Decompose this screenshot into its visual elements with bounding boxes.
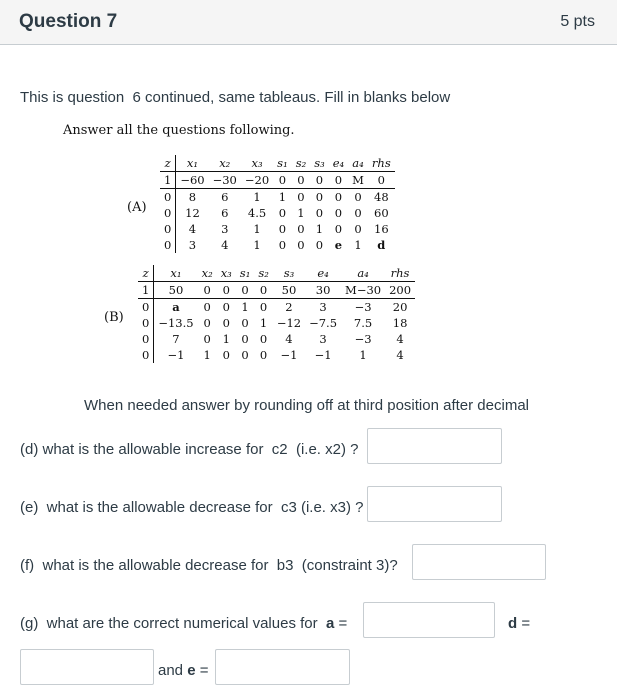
- tableau-header-cell: z: [160, 155, 176, 172]
- tableau-cell: 1: [359, 348, 367, 362]
- intro-text: This is question 6 continued, same tableaus. Fill in blanks below: [20, 89, 451, 106]
- tableau-cell: 0: [310, 172, 329, 189]
- tableau-cell: 0: [334, 222, 343, 236]
- tableau-cell: 0: [315, 238, 324, 252]
- tableau-header-row: [138, 265, 415, 282]
- tableau-cell: 18: [392, 316, 408, 330]
- tableau-cell: 0: [222, 316, 230, 330]
- tableau-cell: 0: [138, 347, 154, 363]
- tableau-cell: 1: [253, 190, 261, 204]
- tableau-cell: 2: [285, 300, 293, 314]
- tableau-cell: 0: [138, 315, 154, 331]
- tableau-cell: 0: [203, 300, 211, 314]
- answer-f-input[interactable]: [412, 544, 546, 580]
- tableau-header-cell: rhs: [385, 265, 415, 282]
- tableau-b-label: (B): [104, 310, 124, 325]
- tableau-cell: 0: [138, 299, 154, 316]
- tableau-header-cell: z: [138, 265, 154, 282]
- tableau-cell: 0: [278, 206, 287, 220]
- tableau-cell: 3: [188, 238, 197, 252]
- tableau-cell: 50: [273, 282, 305, 299]
- answer-e-input[interactable]: [367, 486, 502, 522]
- tableau-cell: 1: [259, 316, 268, 330]
- tableau-cell: 8: [188, 190, 197, 204]
- rounding-note: When needed answer by rounding off at third position after decimal: [84, 397, 529, 414]
- tableau-cell: e: [334, 238, 343, 252]
- tableau-row: [138, 282, 415, 299]
- tableau-header-cell: x₁: [176, 155, 209, 172]
- tableau-cell: 3: [221, 222, 229, 236]
- tableau-row: [138, 299, 415, 316]
- tableau-cell: 0: [138, 331, 154, 347]
- tableau-cell: 1: [203, 348, 211, 362]
- tableau-cell: 12: [185, 206, 200, 220]
- tableau-row: [160, 237, 395, 253]
- tableau-row: [160, 172, 395, 189]
- tableau-cell: 6: [221, 206, 229, 220]
- tableau-header-cell: s₂: [292, 155, 311, 172]
- tableau-cell: 3: [319, 332, 327, 346]
- tableau-cell: 0: [198, 282, 217, 299]
- tableau-cell: 4: [396, 348, 404, 362]
- tableau-cell: 16: [374, 222, 389, 236]
- tableau-cell: 0: [222, 348, 230, 362]
- tableau-header-cell: x₂: [198, 265, 217, 282]
- tableau-header-cell: s₃: [310, 155, 329, 172]
- and-e-label-line: [158, 662, 208, 679]
- tableau-row: [160, 205, 395, 221]
- tableau-cell: 0: [259, 348, 268, 362]
- question-g-text: [20, 615, 347, 632]
- tableau-cell: −7.5: [309, 316, 338, 330]
- tableau-header-cell: x₁: [154, 265, 198, 282]
- question-header: [0, 0, 617, 45]
- and-label: and: [158, 662, 188, 679]
- tableau-cell: 4: [396, 332, 404, 346]
- tableau-cell: d: [377, 238, 386, 252]
- a-equals: =: [334, 615, 348, 632]
- tableau-cell: 48: [374, 190, 389, 204]
- tableau-cell: M: [348, 172, 368, 189]
- tableau-cell: 3: [319, 300, 327, 314]
- tableau-cell: −60: [176, 172, 209, 189]
- tableau-header-cell: e₄: [329, 155, 348, 172]
- tableau-cell: 1: [222, 332, 230, 346]
- tableau-cell: 1: [354, 238, 362, 252]
- question-title: Question 7: [19, 11, 118, 32]
- tableau-cell: 1: [315, 222, 324, 236]
- question-g-prefix: (g) what are the correct numerical values for: [20, 615, 326, 632]
- tableau-row: [138, 331, 415, 347]
- tableau-cell: −30: [209, 172, 241, 189]
- tableau-cell: 0: [278, 238, 287, 252]
- tableau-cell: 0: [241, 348, 249, 362]
- tableau-cell: −13.5: [158, 316, 194, 330]
- a-variable-label: a: [325, 615, 335, 632]
- question-d-text: (d) what is the allowable increase for c2 (i.e. x2) ?: [20, 441, 359, 458]
- tableau-header-cell: s₁: [236, 265, 255, 282]
- d-equals: =: [517, 615, 531, 632]
- tableau-cell: 4: [221, 238, 229, 252]
- answer-d-input[interactable]: [367, 428, 502, 464]
- tableau-cell: 50: [154, 282, 198, 299]
- tableau-cell: −1: [280, 348, 298, 362]
- tableau-cell: 0: [241, 332, 249, 346]
- tableau-cell: 0: [354, 190, 362, 204]
- tableau-cell: 0: [278, 222, 287, 236]
- tableau-a-label: (A): [127, 200, 147, 215]
- tableau-cell: 0: [354, 222, 362, 236]
- tableau-header-cell: x₃: [217, 265, 236, 282]
- question-points: 5 pts: [560, 13, 595, 30]
- tableau-cell: −1: [314, 348, 332, 362]
- e-variable-label: e: [187, 662, 196, 679]
- d-variable-label: d: [508, 615, 518, 632]
- tableau-cell: M−30: [341, 282, 385, 299]
- tableau-cell: 0: [203, 316, 211, 330]
- tableau-cell: 1: [297, 206, 305, 220]
- answer-e-value-input[interactable]: [215, 649, 350, 685]
- tableau-header-cell: x₂: [209, 155, 241, 172]
- tableau-cell: 7.5: [353, 316, 373, 330]
- tableau-cell: 0: [297, 238, 305, 252]
- tableau-row: [160, 189, 395, 206]
- tableau-b: [138, 265, 415, 363]
- tableau-cell: 4: [285, 332, 293, 346]
- tableau-cell: 1: [160, 172, 176, 189]
- tableau-cell: 0: [334, 206, 343, 220]
- tableau-cell: 1: [253, 238, 261, 252]
- tableau-cell: 0: [160, 205, 176, 221]
- tableau-cell: 0: [160, 221, 176, 237]
- tableau-header-cell: rhs: [368, 155, 395, 172]
- tableau-cell: 0: [236, 282, 255, 299]
- tableau-cell: 1: [241, 300, 249, 314]
- question-f-text: (f) what is the allowable decrease for b3 (constraint 3)?: [20, 557, 398, 574]
- tableau-row: [160, 221, 395, 237]
- tableau-cell: 0: [273, 172, 292, 189]
- tableau-cell: −12: [276, 316, 302, 330]
- question-e-text: (e) what is the allowable decrease for c3 (i.e. x3) ?: [20, 499, 364, 516]
- tableau-header-row: [160, 155, 395, 172]
- tableau-cell: 0: [222, 300, 230, 314]
- tableau-cell: 1: [253, 222, 261, 236]
- tableau-header-cell: s₁: [273, 155, 292, 172]
- tableau-header-cell: s₃: [273, 265, 305, 282]
- tableau-cell: 4.5: [247, 206, 267, 220]
- tableau-cell: 0: [259, 300, 268, 314]
- tableau-cell: 7: [172, 332, 180, 346]
- tableau-cell: 20: [392, 300, 408, 314]
- tableau-cell: 0: [329, 172, 348, 189]
- tableau-cell: 0: [241, 316, 249, 330]
- tableau-row: [138, 315, 415, 331]
- tableau-a: [160, 155, 395, 253]
- tableau-cell: 4: [188, 222, 197, 236]
- tableau-cell: −20: [241, 172, 273, 189]
- tableau-cell: a: [172, 300, 180, 314]
- tableau-cell: 0: [160, 189, 176, 206]
- tableau-cell: 0: [315, 206, 324, 220]
- tableau-header-cell: e₄: [305, 265, 341, 282]
- tableau-row: [138, 347, 415, 363]
- e-equals: =: [195, 662, 209, 679]
- tableau-header-cell: s₂: [254, 265, 273, 282]
- tableau-cell: 0: [334, 190, 343, 204]
- tableau-cell: 0: [354, 206, 362, 220]
- tableau-cell: 0: [368, 172, 395, 189]
- tableau-cell: −3: [354, 332, 372, 346]
- tableau-cell: −3: [354, 300, 372, 314]
- answer-a-input[interactable]: [363, 602, 495, 638]
- tableau-cell: 1: [138, 282, 154, 299]
- tableau-cell: 0: [203, 332, 211, 346]
- tableau-cell: 0: [297, 190, 305, 204]
- tableau-cell: 6: [221, 190, 229, 204]
- tableau-header-cell: a₄: [341, 265, 385, 282]
- tableau-cell: 0: [217, 282, 236, 299]
- answer-all-text: Answer all the questions following.: [63, 123, 295, 138]
- tableau-cell: 0: [292, 172, 311, 189]
- tableau-cell: 0: [315, 190, 324, 204]
- tableau-cell: 0: [259, 332, 268, 346]
- tableau-cell: 0: [160, 237, 176, 253]
- answer-d-value-input[interactable]: [20, 649, 154, 685]
- tableau-cell: 30: [305, 282, 341, 299]
- tableau-cell: 0: [254, 282, 273, 299]
- tableau-header-cell: x₃: [241, 155, 273, 172]
- tableau-cell: 1: [278, 190, 287, 204]
- tableau-cell: −1: [167, 348, 185, 362]
- tableau-cell: 0: [297, 222, 305, 236]
- d-label-line: [508, 615, 530, 632]
- tableau-cell: 200: [385, 282, 415, 299]
- tableau-cell: 60: [374, 206, 389, 220]
- tableau-header-cell: a₄: [348, 155, 368, 172]
